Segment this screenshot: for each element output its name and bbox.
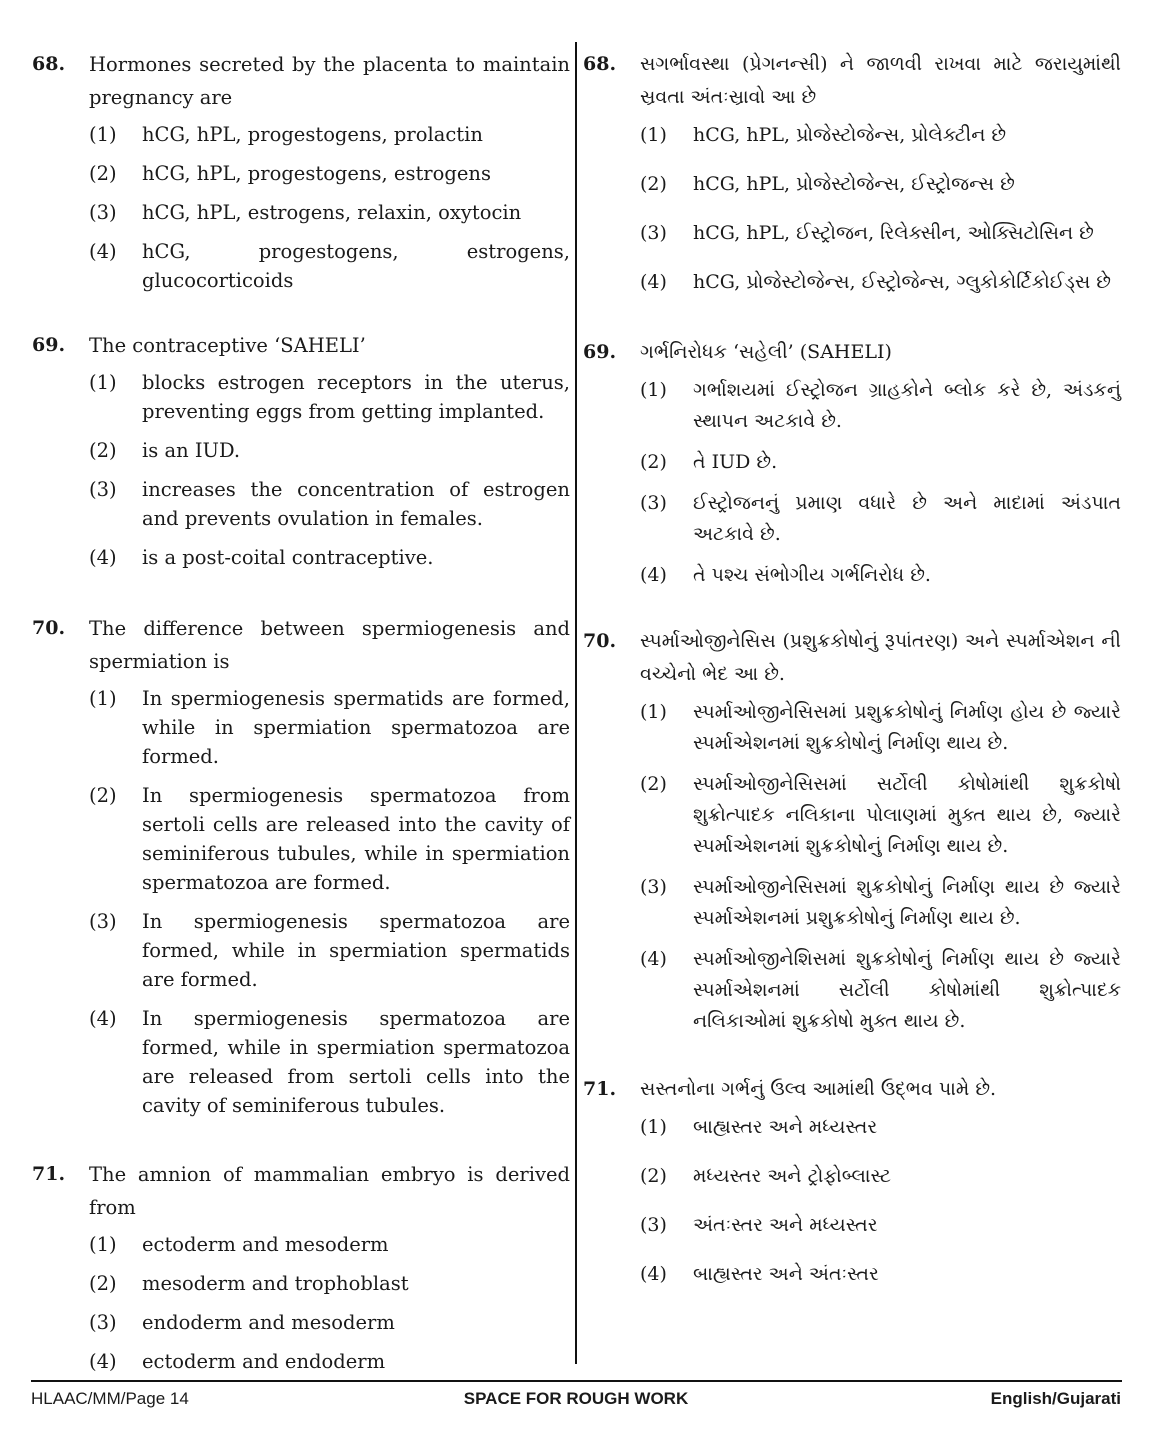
option-number: (3) xyxy=(89,1311,117,1334)
option-number: (4) xyxy=(89,546,117,569)
question-number: 70. xyxy=(32,617,66,639)
question-number: 70. xyxy=(583,630,617,652)
option-text: is an IUD. xyxy=(142,439,241,462)
option-2 xyxy=(640,169,1121,200)
options-list xyxy=(640,697,1121,1037)
option-number: (3) xyxy=(89,201,117,224)
option-1 xyxy=(89,120,570,149)
option-text: mesoderm and trophoblast xyxy=(142,1272,409,1295)
option-number: (3) xyxy=(89,478,117,501)
column-divider xyxy=(575,42,577,1364)
option-4 xyxy=(89,237,570,295)
option-text: મધ્યસ્તર અને ટ્રોફોબ્લાસ્ટ xyxy=(693,1165,892,1187)
option-number: (4) xyxy=(640,1263,667,1285)
option-number: (1) xyxy=(640,124,667,146)
option-3 xyxy=(640,1210,1121,1241)
option-number: (4) xyxy=(89,1007,117,1030)
question-69-gu xyxy=(583,336,1121,591)
question-68-gu xyxy=(583,48,1121,298)
option-4 xyxy=(640,560,1121,591)
option-number: (2) xyxy=(640,1165,667,1187)
option-text: ectoderm and mesoderm xyxy=(142,1233,389,1256)
option-number: (4) xyxy=(89,1350,117,1373)
question-69-en xyxy=(32,329,570,572)
option-4 xyxy=(89,543,570,572)
option-number: (3) xyxy=(640,222,667,244)
question-number: 68. xyxy=(583,53,617,75)
english-column xyxy=(32,48,570,1386)
page-code: HLAAC/MM/Page 14 xyxy=(31,1389,189,1408)
question-text: સગર્ભાવસ્થા (પ્રેગનન્સી) ને જાળવી રાખવા માટે જરાયુમાંથી સ્રવતા અંતઃસ્રાવો આ છે xyxy=(640,53,1121,108)
option-3 xyxy=(640,218,1121,249)
option-number: (2) xyxy=(640,451,667,473)
option-text: In spermiogenesis spermatozoa are formed, while in spermiation spermatids are formed. xyxy=(142,910,570,991)
question-text: The difference between spermiogenesis and spermiation is xyxy=(89,617,570,673)
option-text: અંતઃસ્તર અને મધ્યસ્તર xyxy=(693,1214,878,1236)
option-1 xyxy=(640,1112,1121,1143)
option-number: (1) xyxy=(640,701,667,723)
option-text: સ્પર્માઓજીનેસિસમાં શુક્રકોષોનું નિર્માણ થાય છે જ્યારે સ્પર્માએશનમાં પ્રશુક્રકોષોનું નિર્માણ થાય છે. xyxy=(693,876,1121,929)
gujarati-column xyxy=(583,48,1121,1308)
option-number: (2) xyxy=(89,439,117,462)
option-number: (1) xyxy=(89,123,117,146)
question-70-en xyxy=(32,612,570,1120)
question-number: 69. xyxy=(32,334,66,356)
option-text: સ્પર્માઓજીનેસિસમાં પ્રશુક્રકોષોનું નિર્માણ હોય છે જ્યારે સ્પર્માએશનમાં શુક્રકોષોનું નિર્માણ થાય છે. xyxy=(693,701,1121,754)
option-2 xyxy=(640,1161,1121,1192)
option-number: (4) xyxy=(89,240,117,263)
option-3 xyxy=(89,475,570,533)
question-71-gu xyxy=(583,1073,1121,1290)
question-number: 68. xyxy=(32,53,66,75)
option-4 xyxy=(640,1259,1121,1290)
option-text: ectoderm and endoderm xyxy=(142,1350,386,1373)
option-1 xyxy=(89,368,570,426)
option-number: (2) xyxy=(640,773,667,795)
question-text: The amnion of mammalian embryo is derived from xyxy=(89,1163,570,1219)
option-text: hCG, પ્રોજેસ્ટોજેન્સ, ઈસ્ટ્રોજેન્સ, ગ્લુકોકોર્ટિકોઈડ્સ છે xyxy=(693,271,1111,293)
option-text: increases the concentration of estrogen and prevents ovulation in females. xyxy=(142,478,570,530)
option-text: In spermiogenesis spermatozoa from sertoli cells are released into the cavity of seminiferous tubules, while in spermiation spermatozoa are formed. xyxy=(142,784,570,894)
option-text: બાહ્યસ્તર અને મધ્યસ્તર xyxy=(693,1116,878,1138)
option-4 xyxy=(640,944,1121,1037)
question-text: સસ્તનોના ગર્ભનું ઉલ્વ આમાંથી ઉદ્‌ભવ પામે છે. xyxy=(640,1078,997,1100)
option-4 xyxy=(89,1347,570,1376)
option-3 xyxy=(640,872,1121,934)
option-number: (3) xyxy=(640,492,667,514)
option-4 xyxy=(89,1004,570,1120)
options-list xyxy=(89,684,570,1120)
option-1 xyxy=(89,684,570,771)
question-number: 69. xyxy=(583,341,617,363)
option-number: (1) xyxy=(89,371,117,394)
options-list xyxy=(89,120,570,295)
option-number: (4) xyxy=(640,271,667,293)
option-4 xyxy=(640,267,1121,298)
question-text: The contraceptive ‘SAHELI’ xyxy=(89,334,366,357)
option-number: (2) xyxy=(640,173,667,195)
option-2 xyxy=(640,769,1121,862)
option-3 xyxy=(89,1308,570,1337)
options-list xyxy=(640,120,1121,298)
question-text: સ્પર્માઓજીનેસિસ (પ્રશુક્રકોષોનું રૂપાંતરણ) અને સ્પર્માએશન ની વચ્ચેનો ભેદ આ છે. xyxy=(640,630,1121,685)
options-list xyxy=(89,368,570,572)
option-number: (2) xyxy=(89,1272,117,1295)
option-2 xyxy=(640,447,1121,478)
option-2 xyxy=(89,1269,570,1298)
options-list xyxy=(640,375,1121,591)
option-number: (3) xyxy=(640,876,667,898)
question-text: ગર્ભનિરોધક ‘સહેલી’ (SAHELI) xyxy=(640,341,892,363)
option-text: તે IUD છે. xyxy=(693,451,778,473)
question-71-en xyxy=(32,1158,570,1376)
option-1 xyxy=(640,375,1121,437)
option-3 xyxy=(89,198,570,227)
option-number: (4) xyxy=(640,948,667,970)
options-list xyxy=(89,1230,570,1376)
option-text: is a post-coital contraceptive. xyxy=(142,546,434,569)
option-text: hCG, progestogens, estrogens, glucocorticoids xyxy=(142,240,570,292)
option-text: hCG, hPL, progestogens, prolactin xyxy=(142,123,483,146)
option-1 xyxy=(640,697,1121,759)
option-text: ઈસ્ટ્રોજનનું પ્રમાણ વધારે છે અને માદામાં અંડપાત અટકાવે છે. xyxy=(693,492,1121,545)
option-2 xyxy=(89,159,570,188)
option-text: In spermiogenesis spermatozoa are formed, while in spermiation spermatozoa are released from sertoli cells into the cavity of seminiferous tubules. xyxy=(142,1007,570,1117)
option-text: તે પશ્ચ સંભોગીય ગર્ભનિરોધ છે. xyxy=(693,564,931,586)
option-3 xyxy=(640,488,1121,550)
option-text: endoderm and mesoderm xyxy=(142,1311,395,1334)
option-number: (1) xyxy=(89,1233,117,1256)
rough-work-label: SPACE FOR ROUGH WORK xyxy=(463,1389,689,1408)
footer-rule xyxy=(31,1380,1122,1382)
question-68-en xyxy=(32,48,570,295)
option-number: (3) xyxy=(89,910,117,933)
option-text: hCG, hPL, estrogens, relaxin, oxytocin xyxy=(142,201,522,224)
option-number: (1) xyxy=(640,379,667,401)
option-number: (3) xyxy=(640,1214,667,1236)
question-number: 71. xyxy=(583,1078,617,1100)
question-70-gu xyxy=(583,625,1121,1037)
option-text: બાહ્યસ્તર અને અંતઃસ્તર xyxy=(693,1263,879,1285)
option-number: (1) xyxy=(640,1116,667,1138)
option-3 xyxy=(89,907,570,994)
option-number: (4) xyxy=(640,564,667,586)
options-list xyxy=(640,1112,1121,1290)
question-text: Hormones secreted by the placenta to maintain pregnancy are xyxy=(89,53,570,109)
option-text: hCG, hPL, ઈસ્ટ્રોજન, રિલેક્સીન, ઓક્સિટોસિન છે xyxy=(693,222,1094,244)
option-number: (1) xyxy=(89,687,117,710)
option-text: hCG, hPL, પ્રોજેસ્ટોજેન્સ, ઈસ્ટ્રોજન્સ છે xyxy=(693,173,1015,195)
option-text: hCG, hPL, પ્રોજેસ્ટોજેન્સ, પ્રોલેક્ટીન છે xyxy=(693,124,1007,146)
option-text: સ્પર્માઓજીનેશિસમાં શુક્રકોષોનું નિર્માણ થાય છે જ્યારે સ્પર્માએશનમાં સર્ટોલી કોષોમાંથી શુક્રોત્પાદક નલિકાઓમાં શુક્રકોષો મુક્ત થાય છે. xyxy=(693,948,1121,1032)
language-label: English/Gujarati xyxy=(990,1389,1121,1408)
option-text: blocks estrogen receptors in the uterus, preventing eggs from getting implanted. xyxy=(142,371,570,423)
option-text: ગર્ભાશયમાં ઈસ્ટ્રોજન ગ્રાહકોને બ્લોક કરે છે, અંડકનું સ્થાપન અટકાવે છે. xyxy=(693,379,1121,432)
option-text: In spermiogenesis spermatids are formed, while in spermiation spermatozoa are formed. xyxy=(142,687,570,768)
option-text: સ્પર્માઓજીનેસિસમાં સર્ટોલી કોષોમાંથી શુક્રકોષો શુક્રોત્પાદક નલિકાના પોલાણમાં મુક્ત થાય છે, જ્યારે સ્પર્માએશનમાં શુક્રકોષોનું નિર્માણ થાય છે. xyxy=(693,773,1121,857)
option-text: hCG, hPL, progestogens, estrogens xyxy=(142,162,491,185)
option-number: (2) xyxy=(89,162,117,185)
option-number: (2) xyxy=(89,784,117,807)
question-number: 71. xyxy=(32,1163,66,1185)
option-2 xyxy=(89,781,570,897)
option-1 xyxy=(89,1230,570,1259)
option-2 xyxy=(89,436,570,465)
option-1 xyxy=(640,120,1121,151)
